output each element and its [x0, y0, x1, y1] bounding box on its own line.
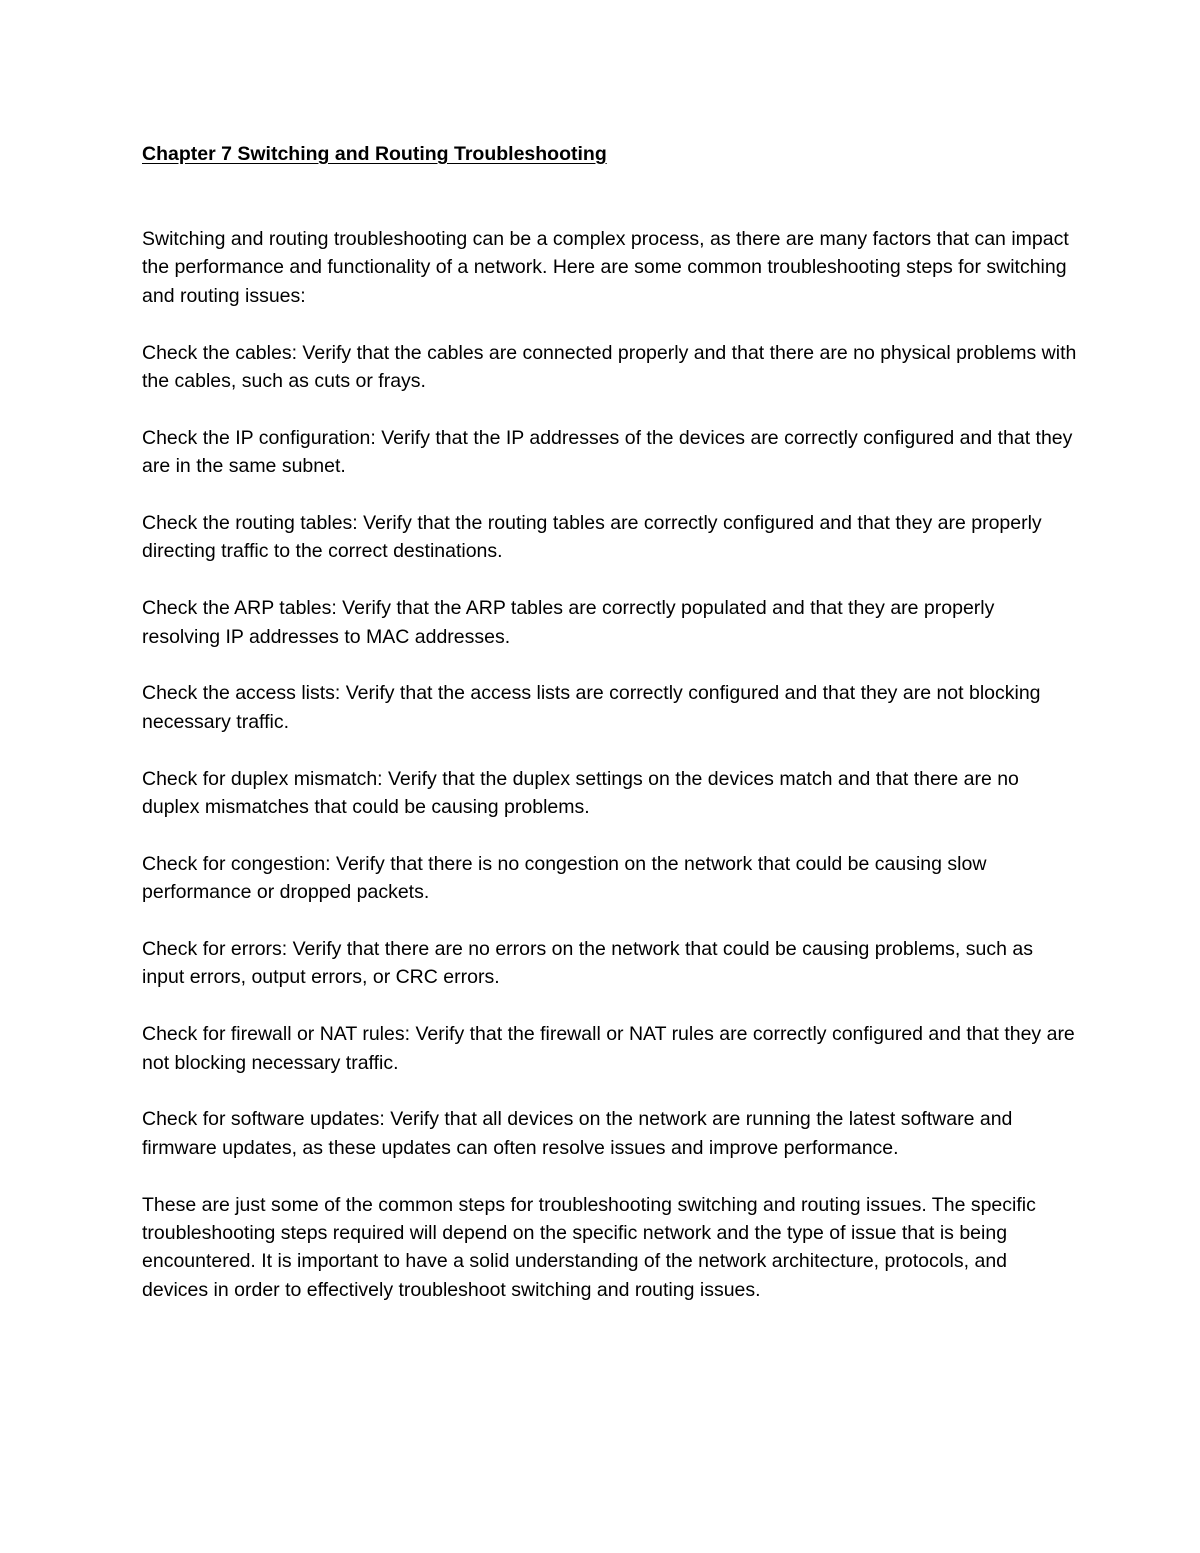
chapter-title: Chapter 7 Switching and Routing Troubleshooting: [142, 143, 607, 165]
step-check-access-lists: Check the access lists: Verify that the access lists are correctly configured and that they are not blocking necessary traffic.: [142, 682, 1041, 733]
step-check-software-updates: Check for software updates: Verify that all devices on the network are running the latest software and firmware updates, as these updates can often resolve issues and improve performance.: [142, 1108, 1013, 1159]
intro-paragraph: Switching and routing troubleshooting can be a complex process, as there are many factors that can impact the performance and functionality of a network. Here are some common troubleshooting steps for switching and routing issues:: [142, 228, 1069, 307]
step-check-congestion: Check for congestion: Verify that there is no congestion on the network that could be causing slow performance or dropped packets.: [142, 852, 987, 904]
step-check-duplex-mismatch: Check for duplex mismatch: Verify that the duplex settings on the devices match and that there are no duplex mismatches that could be causing problems.: [142, 767, 1019, 819]
step-check-ip-configuration: Check the IP configuration: Verify that the IP addresses of the devices are correctly configured and that they are in the same subnet.: [142, 426, 1073, 478]
document-body: [142, 140, 1077, 1333]
step-check-arp-tables: Check the ARP tables: Verify that the ARP tables are correctly populated and that they are properly resolving IP addresses to MAC addresses.: [142, 597, 995, 648]
conclusion-paragraph: These are just some of the common steps for troubleshooting switching and routing issues. The specific troubleshooting steps required will depend on the specific network and the type of issue that is being encountered. It is important to have a solid understanding of the network architecture, protocols, and devices in order to effectively troubleshoot switching and routing issues.: [142, 1193, 1036, 1301]
step-check-firewall-nat: Check for firewall or NAT rules: Verify that the firewall or NAT rules are correctly configured and that they are not blocking necessary traffic.: [142, 1023, 1075, 1074]
step-check-cables: Check the cables: Verify that the cables are connected properly and that there are no physical problems with the cables, such as cuts or frays.: [142, 341, 1077, 393]
step-check-routing-tables: Check the routing tables: Verify that the routing tables are correctly configured and that they are properly directing traffic to the correct destinations.: [142, 512, 1042, 563]
step-check-errors: Check for errors: Verify that there are no errors on the network that could be causing problems, such as input errors, output errors, or CRC errors.: [142, 938, 1033, 989]
